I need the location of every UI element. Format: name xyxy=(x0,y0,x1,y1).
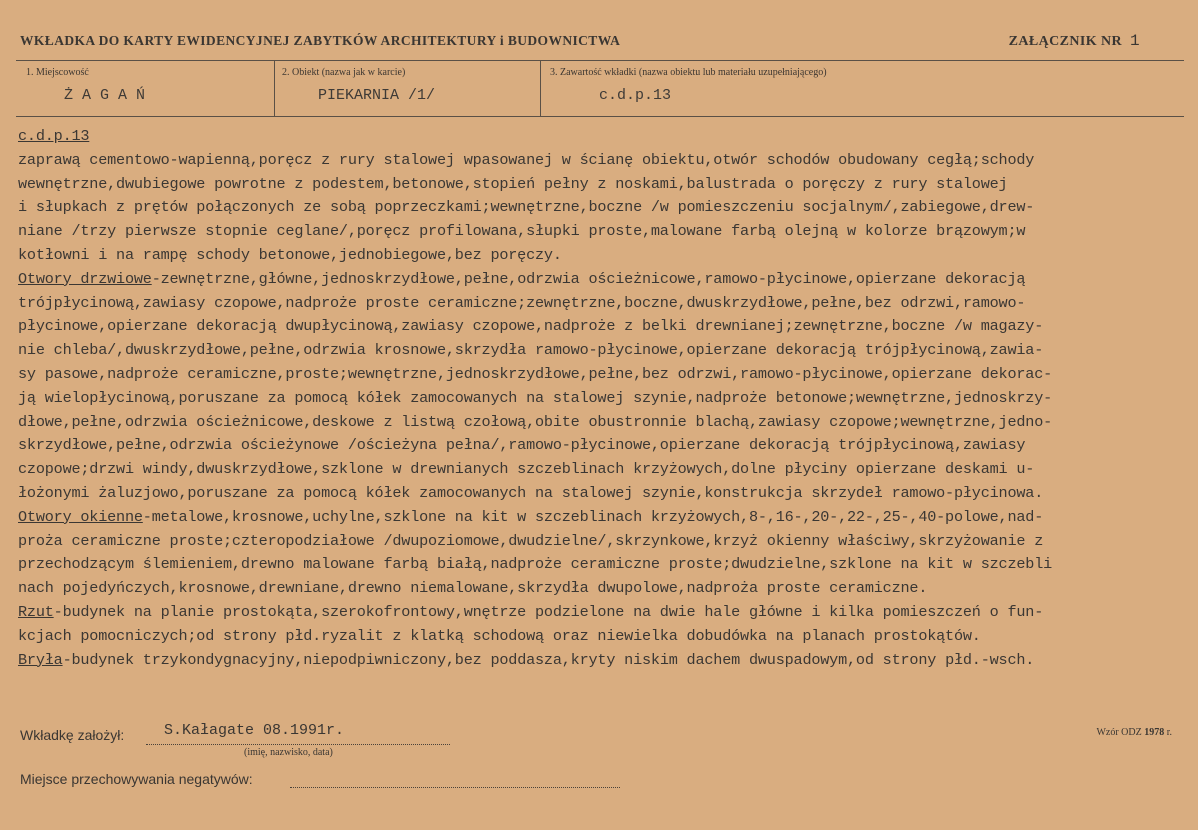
created-by-value: S.Kałagate 08.1991r. xyxy=(164,722,345,739)
created-by-note: (imię, nazwisko, data) xyxy=(244,747,333,758)
section-heading: Otwory okienne xyxy=(18,507,143,526)
line-text: i słupkach z prętów połączonych ze sobą poprzeczkami;wewnętrzne,boczne /w pomieszczeniu socjalnym/,zabiegowe,drew- xyxy=(18,198,1035,217)
line-text: sy pasowe,nadproże ceramiczne,proste;wewnętrzne,jednoskrzydłowe,pełne,bez odrzwi,ramowo-płycinowe,opierzane dekorac- xyxy=(18,364,1053,383)
section-heading: Otwory drzwiowe xyxy=(18,269,152,288)
description-line xyxy=(18,553,1194,577)
description-line xyxy=(18,411,1194,435)
description-line xyxy=(18,292,1194,316)
description-line xyxy=(18,625,1194,649)
description-line xyxy=(18,220,1194,244)
form-model-year: 1978 xyxy=(1144,727,1165,738)
description-line xyxy=(18,387,1194,411)
line-text: skrzydłowe,pełne,odrzwia ościeżynowe /ościeżyna pełna/,ramowo-płycinowe,opierzane dekoracją trójpłycinową,zawiasy xyxy=(18,436,1026,455)
section-heading: Bryła xyxy=(18,650,63,669)
line-text: wewnętrzne,dwubiegowe powrotne z podestem,betonowe,stopień pełny z noskami,balustrada o poręczy z rury stalowej xyxy=(18,174,1008,193)
description-line xyxy=(18,173,1194,197)
description-line xyxy=(18,434,1194,458)
line-text: -budynek na planie prostokąta,szerokofrontowy,wnętrze podzielone na dwie hale główne i kilka pomieszczeń o fun- xyxy=(53,602,1044,621)
description-line xyxy=(18,530,1194,554)
description-line xyxy=(18,268,1194,292)
description-line xyxy=(18,601,1194,625)
place-value: Ż A G A Ń xyxy=(64,87,146,104)
form-model-label: Wzór ODZ xyxy=(1096,727,1142,738)
description-line xyxy=(18,149,1194,173)
description-line xyxy=(18,458,1194,482)
line-text: ją wielopłycinową,poruszane za pomocą kółek zamocowanych na stalowej szynie,nadproże betonowe;wewnętrzne,jednoskrzy- xyxy=(18,388,1053,407)
negatives-dotted-line xyxy=(290,787,620,788)
description-lines xyxy=(18,149,1194,673)
description-line xyxy=(18,482,1194,506)
section-heading: Rzut xyxy=(18,602,54,621)
line-text: trójpłycinową,zawiasy czopowe,nadproże proste ceramiczne;zewnętrzne,boczne,dwuskrzydłowe,pełne,bez odrzwi,ramowo- xyxy=(18,293,1026,312)
line-text: przechodzącym ślemieniem,drewno malowane farbą białą,nadproże ceramiczne proste;dwudzielne,szklone na kit w szczebli xyxy=(18,555,1053,574)
attachment-label: ZAŁĄCZNIK NR xyxy=(1008,34,1122,49)
line-text: dłowe,pełne,odrzwia ościeżnicowe,deskowe z listwą czołową,obite obustronnie blachą,zawiasy czopowe;wewnętrzne,jedno- xyxy=(18,412,1053,431)
line-text: płycinowe,opierzane dekoracją dwupłycinową,zawiasy czopowe,nadproże z belki drewnianej;zewnętrzne,boczne /w magazy- xyxy=(18,317,1044,336)
description-line xyxy=(18,339,1194,363)
description-heading: c.d.p.13 xyxy=(18,127,90,145)
description-line xyxy=(18,649,1194,673)
object-label: 2. Obiekt (nazwa jak w karcie) xyxy=(282,67,406,78)
line-text: kcjach pomocniczych;od strony płd.ryzalit z klatką schodową oraz niewielka dobudówka na planach prostokątów. xyxy=(18,626,981,645)
line-text: czopowe;drzwi windy,dwuskrzydłowe,szklone w drewnianych szczeblinach krzyżowych,dolne płyciny opierzane deskami u- xyxy=(18,460,1035,479)
description-line xyxy=(18,577,1194,601)
line-text: nie chleba/,dwuskrzydłowe,pełne,odrzwia krosnowe,skrzydła ramowo-płycinowe,opierzane dekoracją trójpłycinową,zawia- xyxy=(18,341,1044,360)
field-divider-1 xyxy=(274,60,275,116)
description-line xyxy=(18,244,1194,268)
description-line xyxy=(18,363,1194,387)
content-label: 3. Zawartość wkładki (nazwa obiektu lub materiału uzupełniającego) xyxy=(550,67,827,78)
attachment-number-value: 1 xyxy=(1129,32,1140,50)
description-line xyxy=(18,506,1194,530)
header-top-rule xyxy=(16,60,1184,61)
card-title: WKŁADKA DO KARTY EWIDENCYJNEJ ZABYTKÓW ARCHITEKTURY i BUDOWNICTWA xyxy=(20,33,621,48)
form-model-suffix: r. xyxy=(1166,727,1172,738)
description-body xyxy=(18,125,1194,672)
header-bottom-rule xyxy=(16,116,1184,117)
attachment-number xyxy=(1009,32,1140,50)
line-text: proża ceramiczne proste;czteropodziałowe /dwupoziomowe,dwudzielne/,skrzynkowe,krzyż okienny właściwy,skrzyżowanie z xyxy=(18,531,1044,550)
description-line xyxy=(18,196,1194,220)
created-by-label: Wkładkę założył: xyxy=(20,727,125,743)
content-value: c.d.p.13 xyxy=(599,87,672,104)
line-text: -zewnętrzne,główne,jednoskrzydłowe,pełne,odrzwia ościeżnicowe,ramowo-płycinowe,opierzane dekoracją xyxy=(151,269,1026,288)
form-model xyxy=(1096,727,1172,738)
line-text: -budynek trzykondygnacyjny,niepodpiwniczony,bez poddasza,kryty niskim dachem dwuspadowym,od strony płd.-wsch. xyxy=(62,650,1035,669)
line-text: łożonymi żaluzjowo,poruszane za pomocą kółek zamocowanych na stalowej szynie,konstrukcja skrzydeł ramowo-płycinowa. xyxy=(18,483,1044,502)
negatives-label: Miejsce przechowywania negatywów: xyxy=(20,771,253,787)
line-text: -metalowe,krosnowe,uchylne,szklone na kit w szczeblinach krzyżowych,8-,16-,20-,22-,25-,40-polowe,nad- xyxy=(142,507,1044,526)
line-text: niane /trzy pierwsze stopnie ceglane/,poręcz profilowana,słupki proste,malowane farbą olejną w kolorze brązowym;w xyxy=(18,222,1026,241)
field-divider-2 xyxy=(540,60,541,116)
line-text: zaprawą cementowo-wapienną,poręcz z rury stalowej wpasowanej w ścianę obiektu,otwór schodów obudowany cegłą;schody xyxy=(18,150,1035,169)
description-line xyxy=(18,315,1194,339)
line-text: kotłowni i na rampę schody betonowe,jednobiegowe,bez poręczy. xyxy=(18,245,562,264)
place-label: 1. Miejscowość xyxy=(26,67,89,78)
object-value: PIEKARNIA /1/ xyxy=(318,87,436,104)
created-by-dotted-line xyxy=(146,744,450,745)
line-text: nach pojedyńczych,krosnowe,drewniane,drewno niemalowane,skrzydła dwupolowe,nadproża proste ceramiczne. xyxy=(18,579,928,598)
